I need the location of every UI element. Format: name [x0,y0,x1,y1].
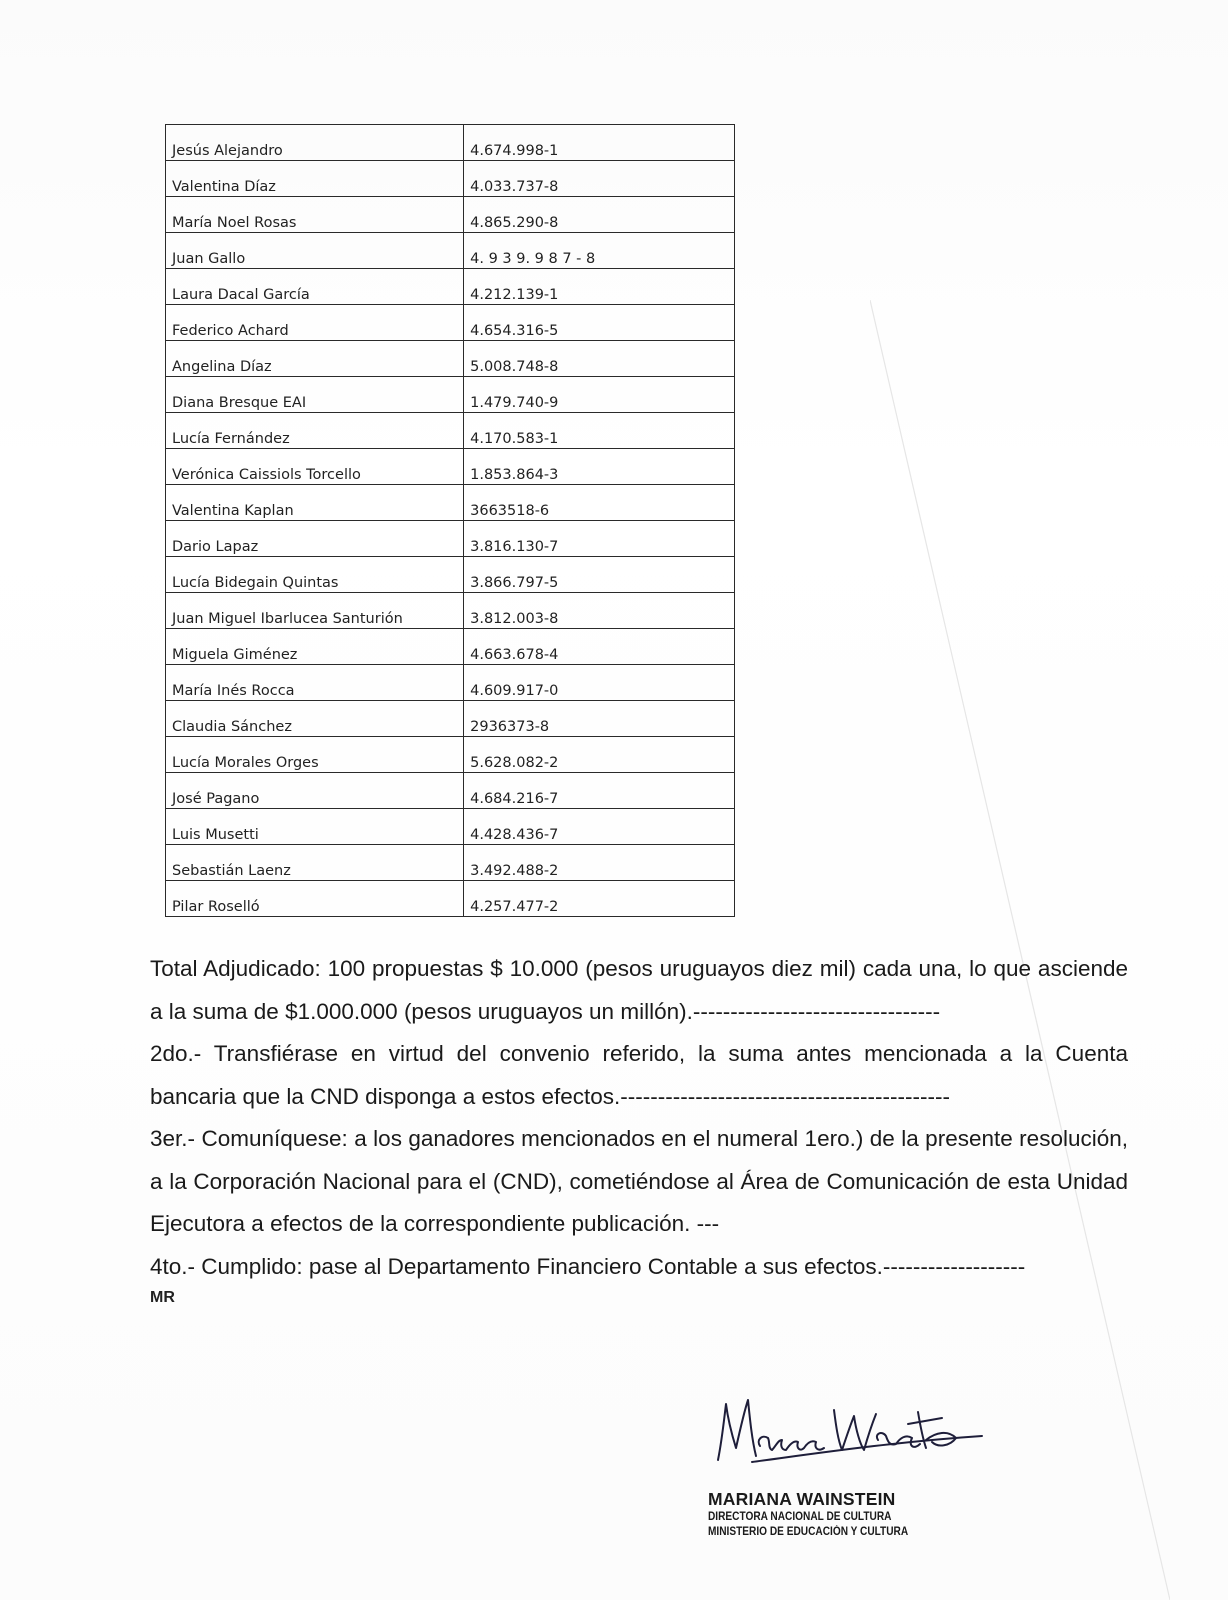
recipient-id: 4.684.216-7 [464,773,735,809]
recipient-name: Lucía Fernández [166,413,464,449]
recipient-name: Diana Bresque EAI [166,377,464,413]
table-row [166,125,735,161]
recipient-id: 1.853.864-3 [464,449,735,485]
recipient-name: Juan Miguel Ibarlucea Santurión [166,593,464,629]
recipient-name: Pilar Roselló [166,881,464,917]
table-row [166,737,735,773]
recipient-id: 4.674.998-1 [464,125,735,161]
table-row [166,341,735,377]
table-row [166,413,735,449]
recipient-id: 3.492.488-2 [464,845,735,881]
signature-block [708,1488,935,1540]
recipient-name: Miguela Giménez [166,629,464,665]
table-row [166,521,735,557]
recipient-name: Dario Lapaz [166,521,464,557]
recipient-id: 3663518-6 [464,485,735,521]
paragraph-fourth: 4to.- Cumplido: pase al Departamento Financiero Contable a sus efectos.------------------- [150,1253,1026,1279]
recipient-id: 4.663.678-4 [464,629,735,665]
recipient-name: Jesús Alejandro [166,125,464,161]
resolution-text [150,948,1128,1288]
table-row [166,665,735,701]
recipient-name: Laura Dacal García [166,269,464,305]
signatory-role: DIRECTORA NACIONAL DE CULTURA [708,1511,892,1523]
table-row [166,485,735,521]
recipient-name: Juan Gallo [166,233,464,269]
paragraph-second: 2do.- Transfiérase en virtud del convenio referido, la suma antes mencionada a la Cuenta bancaria que la CND disponga a estos efectos.-------------------------------------------- [150,1041,1128,1109]
signatory-ministry: MINISTERIO DE EDUCACIÓN Y CULTURA [708,1526,909,1538]
recipient-name: Luis Musetti [166,809,464,845]
recipient-name: Lucía Bidegain Quintas [166,557,464,593]
recipient-id: 5.008.748-8 [464,341,735,377]
table-row [166,629,735,665]
table-row [166,881,735,917]
table-row [166,701,735,737]
recipient-id: 4.609.917-0 [464,665,735,701]
recipient-id: 4.654.316-5 [464,305,735,341]
table-row [166,233,735,269]
recipient-name: María Inés Rocca [166,665,464,701]
recipient-name: María Noel Rosas [166,197,464,233]
recipient-id: 4.257.477-2 [464,881,735,917]
table-row [166,161,735,197]
recipient-name: Claudia Sánchez [166,701,464,737]
recipient-id: 4.033.737-8 [464,161,735,197]
table-row [166,593,735,629]
table-row [166,557,735,593]
table-row [166,305,735,341]
recipient-id: 4.170.583-1 [464,413,735,449]
recipient-id: 5.628.082-2 [464,737,735,773]
recipient-name: Valentina Kaplan [166,485,464,521]
table-row [166,377,735,413]
handwritten-signature [712,1390,992,1470]
table-row [166,197,735,233]
recipient-name: Federico Achard [166,305,464,341]
paragraph-third: 3er.- Comuníquese: a los ganadores mencionados en el numeral 1ero.) de la presente resolución, a la Corporación Nacional para el (CND), cometiéndose al Área de Comunicación de esta Unidad Ejecutora a efectos de la correspondiente publicación. --- [150,1126,1128,1236]
table-row [166,269,735,305]
recipient-name: José Pagano [166,773,464,809]
recipient-name: Angelina Díaz [166,341,464,377]
recipient-name: Sebastián Laenz [166,845,464,881]
recipient-id: 1.479.740-9 [464,377,735,413]
recipient-name: Lucía Morales Orges [166,737,464,773]
recipient-id: 3.866.797-5 [464,557,735,593]
recipient-id: 4.865.290-8 [464,197,735,233]
recipient-name: Valentina Díaz [166,161,464,197]
table-row [166,809,735,845]
recipient-name: Verónica Caissiols Torcello [166,449,464,485]
paragraph-total: Total Adjudicado: 100 propuestas $ 10.000 (pesos uruguayos diez mil) cada una, lo que asciende a la suma de $1.000.000 (pesos uruguayos un millón).--------------------------------- [150,956,1128,1024]
recipient-id: 3.812.003-8 [464,593,735,629]
table-row [166,449,735,485]
table-row [166,845,735,881]
recipient-id: 2936373-8 [464,701,735,737]
recipient-id: 4. 9 3 9. 9 8 7 - 8 [464,233,735,269]
typist-initials: MR [150,1289,175,1306]
recipient-id: 4.428.436-7 [464,809,735,845]
recipient-id: 3.816.130-7 [464,521,735,557]
signatory-name: MARIANA WAINSTEIN [708,1489,896,1509]
recipients-table [165,124,735,917]
recipient-id: 4.212.139-1 [464,269,735,305]
table-row [166,773,735,809]
